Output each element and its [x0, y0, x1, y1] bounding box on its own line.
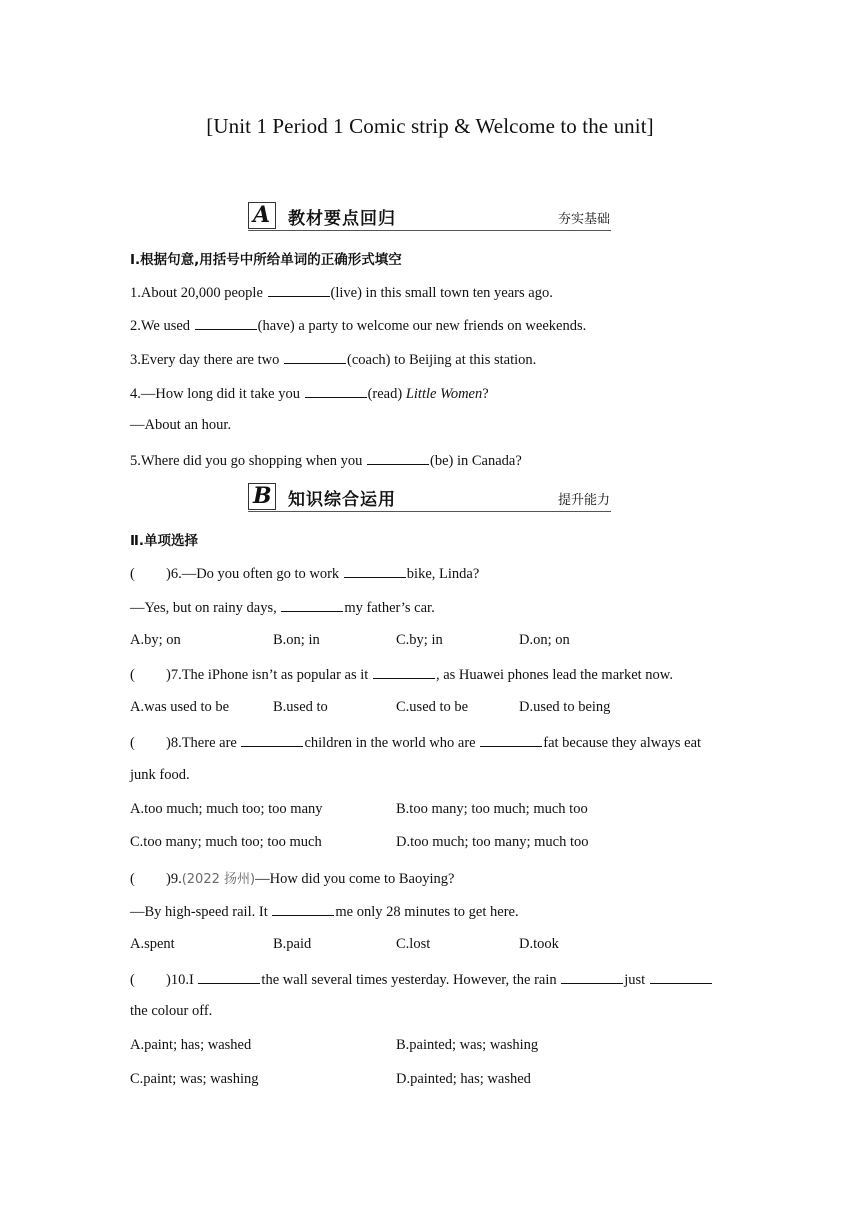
question-source: (2022 扬州) [181, 872, 256, 887]
option-d[interactable]: D.took [519, 936, 559, 952]
answer-blank[interactable] [367, 451, 429, 465]
option-a[interactable]: A.spent [130, 936, 175, 952]
banner-a-title: 教材要点回归 [288, 209, 396, 229]
option-b[interactable]: B.on; in [273, 632, 320, 648]
question-9-line-2: —By high-speed rail. It me only 28 minutes to get here. [130, 904, 519, 920]
banner-a-subtitle: 夯实基础 [557, 212, 610, 227]
section-banner-a [248, 202, 611, 231]
answer-blank[interactable] [281, 598, 343, 612]
option-c[interactable]: C.used to be [396, 699, 469, 715]
answer-blank[interactable] [561, 970, 623, 984]
question-5: 5.Where did you go shopping when you (be) in Canada? [130, 453, 522, 469]
option-c[interactable]: C.too many; much too; too much [130, 834, 322, 850]
page-title: [Unit 1 Period 1 Comic strip & Welcome to the unit] [206, 114, 654, 138]
option-d[interactable]: D.used to being [519, 699, 611, 715]
option-b[interactable]: B.used to [273, 699, 328, 715]
option-d[interactable]: D.on; on [519, 632, 570, 648]
answer-blank[interactable] [195, 316, 257, 330]
question-3: 3.Every day there are two (coach) to Beijing at this station. [130, 352, 537, 368]
question-1: 1.About 20,000 people (live) in this small town ten years ago. [130, 285, 553, 301]
answer-blank[interactable] [268, 283, 330, 297]
question-8: ( )8.There are children in the world who are fat because they always eat [130, 735, 702, 751]
option-d[interactable]: D.painted; has; washed [396, 1071, 531, 1087]
option-c[interactable]: C.paint; was; washing [130, 1071, 259, 1087]
answer-blank[interactable] [373, 665, 435, 679]
question-7: ( )7.The iPhone isn’t as popular as it , as Huawei phones lead the market now. [130, 667, 673, 683]
section-2-heading: Ⅱ.单项选择 [130, 533, 199, 549]
question-4-answer: —About an hour. [130, 417, 232, 433]
question-10-line-2: the colour off. [130, 1003, 213, 1019]
answer-blank[interactable] [272, 902, 334, 916]
option-d[interactable]: D.too much; too many; much too [396, 834, 589, 850]
badge-b-icon: B [248, 483, 276, 510]
section-1-heading: Ⅰ.根据句意,用括号中所给单词的正确形式填空 [130, 252, 402, 268]
answer-blank[interactable] [650, 970, 712, 984]
option-c[interactable]: C.by; in [396, 632, 443, 648]
banner-b-subtitle: 提升能力 [557, 493, 610, 508]
banner-b-title: 知识综合运用 [288, 490, 396, 510]
answer-blank[interactable] [344, 564, 406, 578]
option-a[interactable]: A.paint; has; washed [130, 1037, 252, 1053]
question-6-line-2: —Yes, but on rainy days, my father’s car. [130, 600, 435, 616]
answer-blank[interactable] [480, 733, 542, 747]
option-a[interactable]: A.by; on [130, 632, 181, 648]
question-6: ( )6.—Do you often go to work bike, Linda? [130, 566, 480, 582]
option-b[interactable]: B.paid [273, 936, 312, 952]
question-4: 4.—How long did it take you (read) Little Women? [130, 386, 489, 402]
option-a[interactable]: A.was used to be [130, 699, 230, 715]
badge-a-icon: A [248, 202, 276, 229]
option-c[interactable]: C.lost [396, 936, 431, 952]
section-banner-b [248, 483, 611, 512]
option-b[interactable]: B.too many; too much; much too [396, 801, 588, 817]
question-8-line-2: junk food. [130, 767, 190, 783]
option-a[interactable]: A.too much; much too; too many [130, 801, 323, 817]
option-b[interactable]: B.painted; was; washing [396, 1037, 539, 1053]
answer-blank[interactable] [305, 384, 367, 398]
question-10: ( )10.I the wall several times yesterday. However, the rain just [130, 970, 713, 989]
question-9: ( )9.(2022 扬州)—How did you come to Baoying? [130, 871, 455, 887]
answer-blank[interactable] [241, 733, 303, 747]
answer-blank[interactable] [198, 970, 260, 984]
question-2: 2.We used (have) a party to welcome our new friends on weekends. [130, 318, 587, 334]
answer-blank[interactable] [284, 350, 346, 364]
